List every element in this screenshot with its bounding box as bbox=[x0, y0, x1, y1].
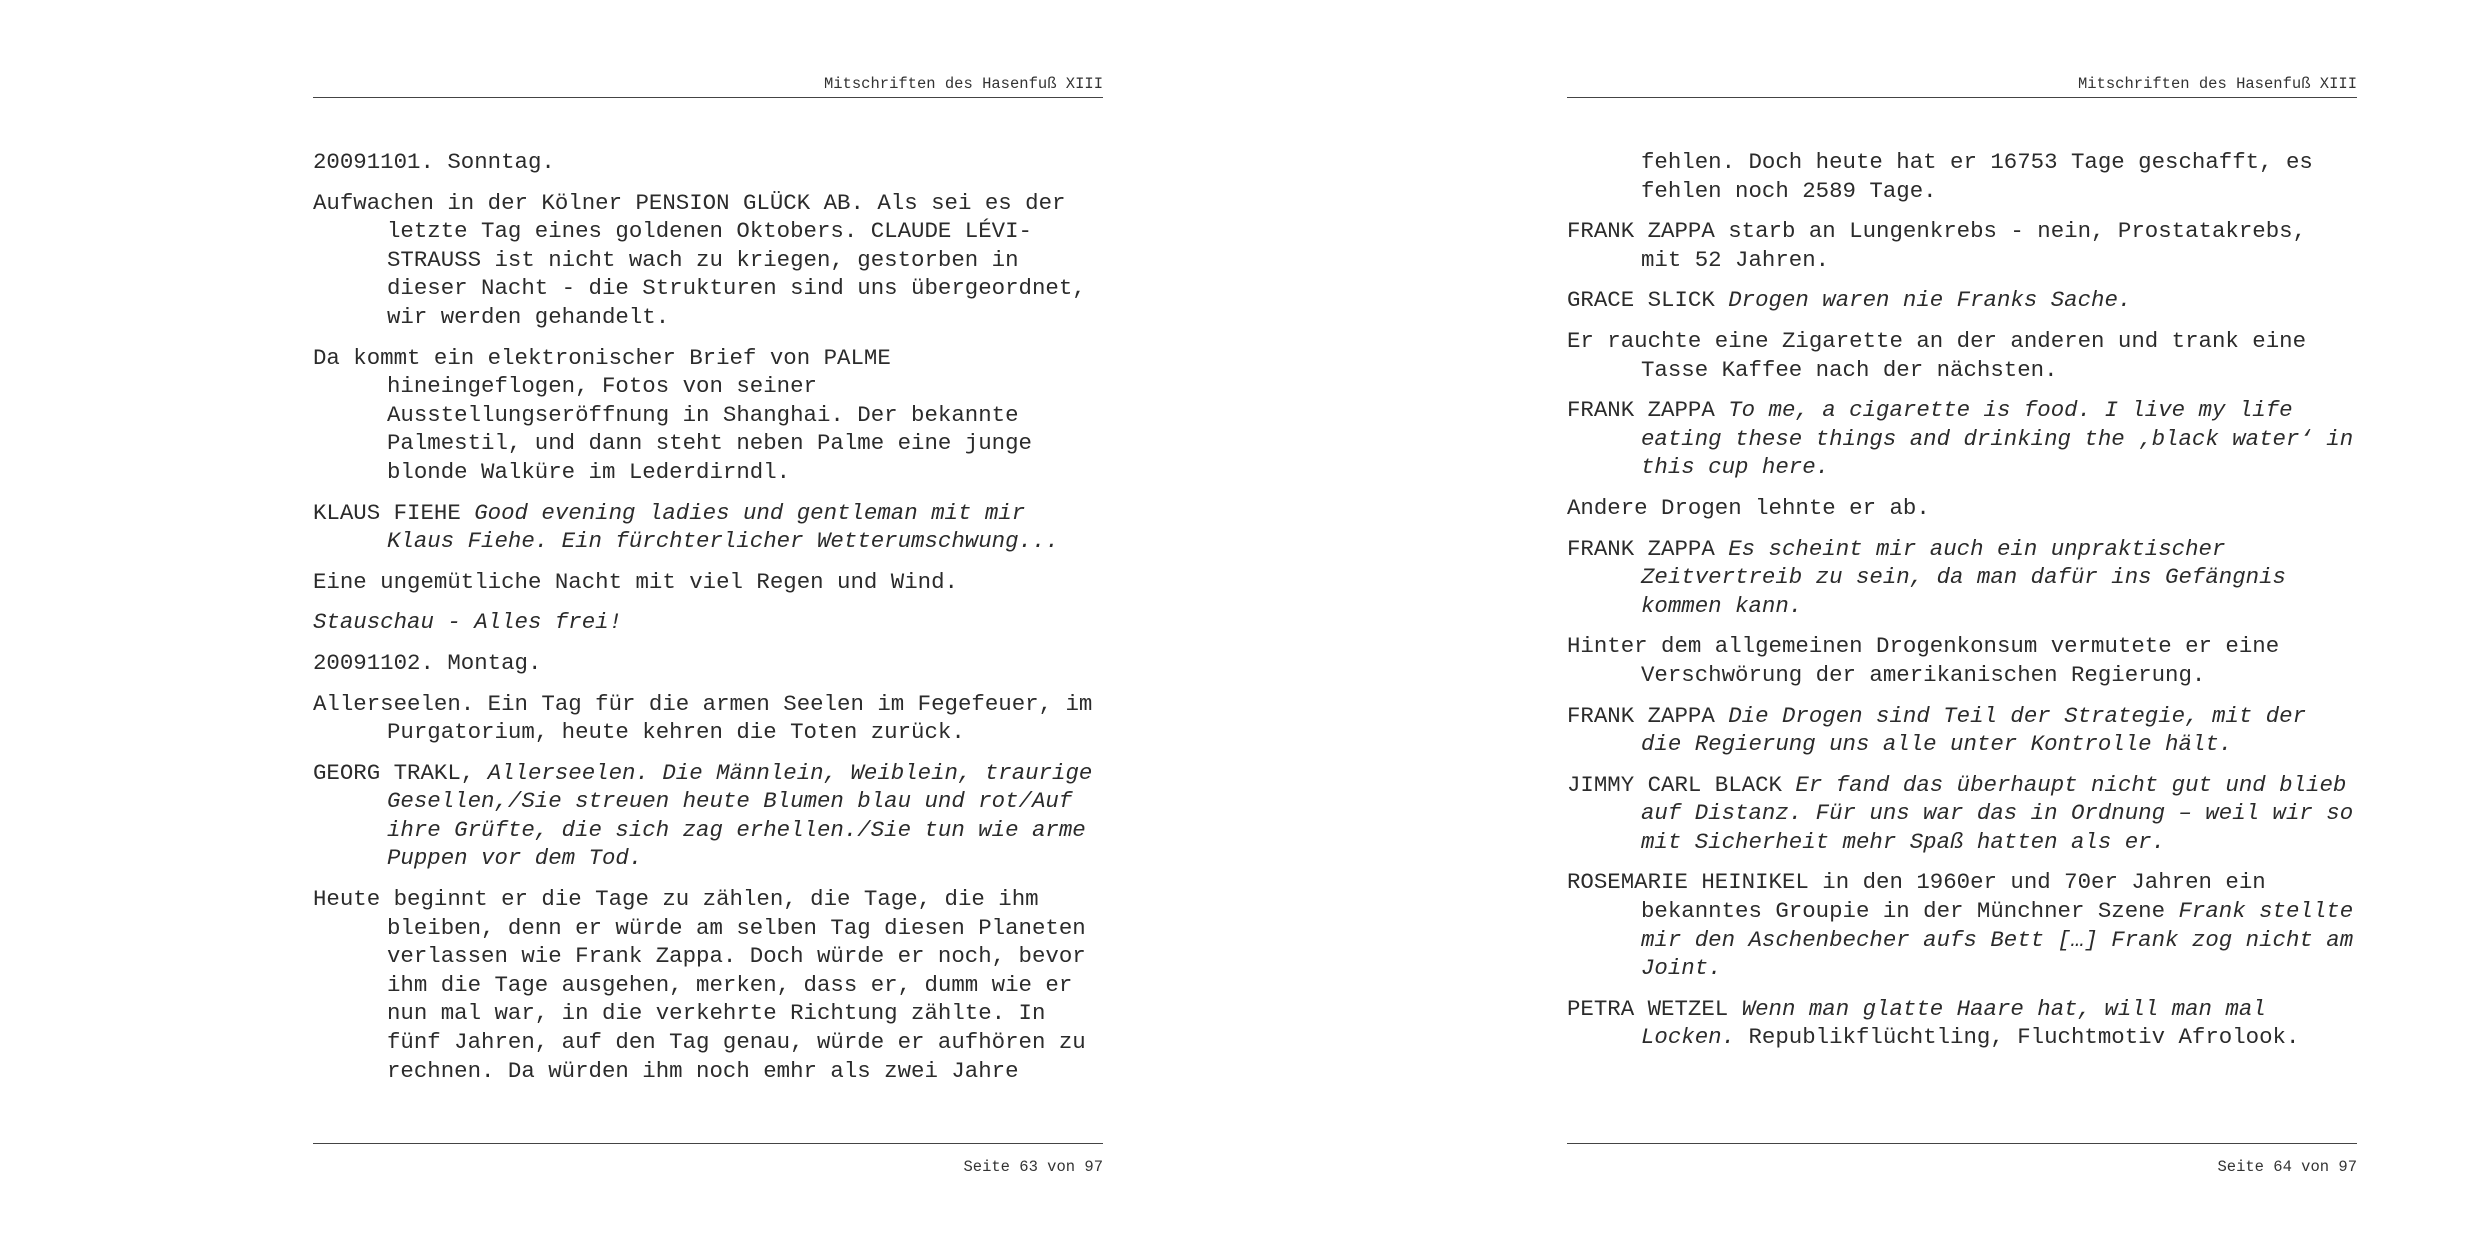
paragraph bbox=[313, 499, 1103, 556]
paragraph bbox=[1567, 535, 2357, 621]
footer-rule bbox=[1567, 1143, 2357, 1144]
paragraph-text: 20091102. Montag. bbox=[313, 649, 542, 676]
right-page bbox=[1567, 0, 2357, 1240]
page-body bbox=[313, 148, 1103, 1097]
paragraph bbox=[1567, 702, 2357, 759]
paragraph-text: Andere Drogen lehnte er ab. bbox=[1567, 494, 1930, 521]
paragraph bbox=[313, 885, 1103, 1085]
paragraph bbox=[313, 344, 1103, 487]
page-number: Seite 63 von 97 bbox=[963, 1158, 1103, 1176]
paragraph-text: 20091101. Sonntag. bbox=[313, 149, 555, 175]
paragraph-text: fehlen. Doch heute hat er 16753 Tage geschafft, es fehlen noch 2589 Tage. bbox=[1641, 149, 2313, 204]
speaker-name: FRANK ZAPPA bbox=[1567, 702, 1729, 729]
quote-text: Stauschau - Alles frei! bbox=[313, 609, 623, 636]
speaker-name: GRACE SLICK bbox=[1567, 287, 1729, 314]
quote-text: Drogen waren nie Franks Sache. bbox=[1728, 287, 2132, 314]
quote-text: Die Drogen sind Teil der Strategie, mit der die Regierung uns alle unter Kontrolle hält. bbox=[1641, 702, 2307, 758]
quote-text: Es scheint mir auch ein unpraktischer Zeitvertreib zu sein, da man dafür ins Gefängnis kommen kann. bbox=[1641, 535, 2286, 619]
left-page bbox=[313, 0, 1103, 1240]
footer-rule bbox=[313, 1143, 1103, 1144]
page-body bbox=[1567, 148, 2357, 1064]
paragraph bbox=[1567, 396, 2357, 482]
speaker-name: FRANK ZAPPA bbox=[1567, 535, 1729, 562]
paragraph-text: Aufwachen in der Kölner PENSION GLÜCK AB. Als sei es der letzte Tag eines goldenen Oktobers. CLAUDE LÉVI-STRAUSS ist nicht wach zu kriegen, gestorben in dieser Nacht - die Strukturen sind uns übergeordnet, wir werden gehandelt. bbox=[313, 189, 1086, 330]
paragraph-text: FRANK ZAPPA starb an Lungenkrebs - nein, Prostatakrebs, mit 52 Jahren. bbox=[1567, 218, 2307, 273]
quote-text: Frank stellte mir den Aschenbecher aufs Bett […] Frank zog nicht am Joint. bbox=[1641, 898, 2354, 982]
running-head: Mitschriften des Hasenfuß XIII bbox=[2077, 75, 2357, 93]
page-number: Seite 64 von 97 bbox=[2217, 1158, 2357, 1176]
paragraph bbox=[1567, 217, 2357, 274]
paragraph bbox=[313, 649, 1103, 678]
paragraph-text: Allerseelen. Ein Tag für die armen Seelen im Fegefeuer, im Purgatorium, heute kehren die Toten zurück. bbox=[313, 690, 1093, 746]
paragraph-text: Da kommt ein elektronischer Brief von PALME hineingeflogen, Fotos von seiner Ausstellungseröffnung in Shanghai. Der bekannte Palmestil, und dann steht neben Palme eine junge blonde Walküre im Lederdirndl. bbox=[313, 344, 1032, 485]
paragraph bbox=[1567, 286, 2357, 315]
quote-text: Wenn man glatte Haare hat, will man mal Locken. bbox=[1641, 995, 2266, 1051]
paragraph bbox=[313, 690, 1103, 747]
quote-text: To me, a cigarette is food. I live my life eating these things and drinking the ‚black water‘ in this cup here. bbox=[1641, 397, 2354, 481]
running-head: Mitschriften des Hasenfuß XIII bbox=[823, 75, 1103, 93]
paragraph bbox=[313, 568, 1103, 597]
paragraph bbox=[1567, 771, 2357, 857]
speaker-name: PETRA WETZEL bbox=[1567, 995, 1742, 1022]
paragraph-text: Er rauchte eine Zigarette an der anderen und trank eine Tasse Kaffee nach der nächsten. bbox=[1567, 327, 2307, 383]
paragraph bbox=[1567, 632, 2357, 689]
paragraph-text: Republikflüchtling, Fluchtmotiv Afrolook. bbox=[1735, 1024, 2300, 1051]
header-rule bbox=[313, 97, 1103, 98]
header-rule bbox=[1567, 97, 2357, 98]
paragraph-text: Eine ungemütliche Nacht mit viel Regen und Wind. bbox=[313, 568, 958, 595]
paragraph bbox=[1567, 327, 2357, 384]
paragraph-text: Heute beginnt er die Tage zu zählen, die Tage, die ihm bleiben, denn er würde am selben Tag diesen Planeten verlassen wie Frank Zappa. Doch würde er noch, bevor ihm die Tage ausgehen, merken, dass er, dumm wie er nun mal war, in die verkehrte Richtung zählte. In fünf Jahren, auf den Tag genau, würde er aufhören zu rechnen. Da würden ihm noch emhr als zwei Jahre bbox=[313, 886, 1086, 1084]
quote-text: Allerseelen. Die Männlein, Weiblein, traurige Gesellen,/Sie streuen heute Blumen blau und rot/Auf ihre Grüfte, die sich zag erhellen./Sie tun wie arme Puppen vor dem Tod. bbox=[387, 759, 1093, 872]
speaker-name: FRANK ZAPPA bbox=[1567, 397, 1729, 424]
paragraph bbox=[1567, 995, 2357, 1052]
paragraph bbox=[1567, 868, 2357, 982]
paragraph bbox=[313, 148, 1103, 177]
paragraph bbox=[1567, 494, 2357, 523]
speaker-name: ROSEMARIE HEINIKEL in den 1960er und 70er Jahren ein bekanntes Groupie in der Münchner Szene bbox=[1567, 869, 2266, 925]
continuation-paragraph bbox=[1567, 148, 2357, 205]
paragraph bbox=[313, 189, 1103, 332]
speaker-name: GEORG TRAKL, bbox=[313, 759, 488, 786]
quote-text: Good evening ladies und gentleman mit mir Klaus Fiehe. Ein fürchterlicher Wetterumschwung... bbox=[387, 499, 1059, 555]
paragraph bbox=[313, 608, 1103, 637]
paragraph-text: Hinter dem allgemeinen Drogenkonsum vermutete er eine Verschwörung der amerikanischen Regierung. bbox=[1567, 633, 2280, 688]
paragraph bbox=[313, 759, 1103, 873]
quote-text: Er fand das überhaupt nicht gut und blieb auf Distanz. Für uns war das in Ordnung – weil wir so mit Sicherheit mehr Spaß hatten als er. bbox=[1641, 771, 2354, 855]
speaker-name: JIMMY CARL BLACK bbox=[1567, 771, 1796, 798]
speaker-name: KLAUS FIEHE bbox=[313, 499, 475, 526]
